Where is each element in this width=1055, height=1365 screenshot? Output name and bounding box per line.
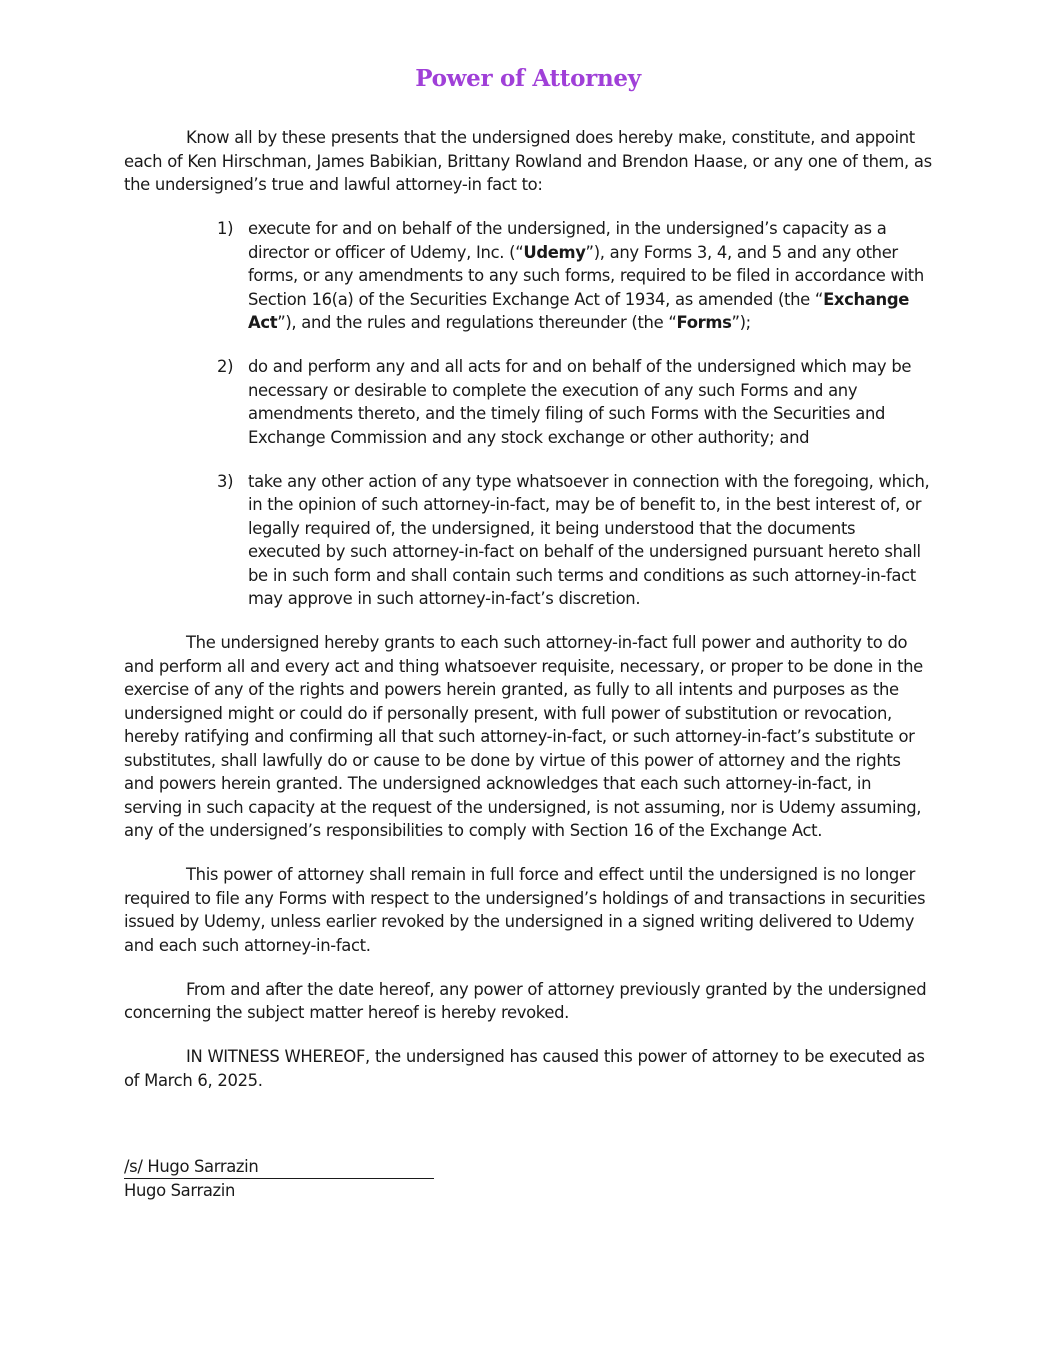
list-item-text: do and perform any and all acts for and on behalf of the undersigned which may be necessary or desirable to complete the execution of any such Forms and any amendments thereto, and the timely filing of such Forms with the Securities and Exchange Commission and any stock exchange or other authority; and <box>248 357 912 447</box>
list-item-text: ”); <box>731 313 751 332</box>
revocation-paragraph: From and after the date hereof, any power of attorney previously granted by the undersigned concerning the subject matter hereof is hereby revoked. <box>124 979 927 1022</box>
list-item-text: execute for and on behalf of the undersigned, in the undersigned’s capacity as a director or officer of Udemy, Inc. (“ <box>248 219 887 262</box>
list-item <box>124 217 932 335</box>
list-item-text: ”), any Forms 3, 4, and 5 and any other forms, or any amendments to any such forms, required to be filed in accordance with Section 16(a) of the Securities Exchange Act of 1934, as amended (the “ <box>248 242 924 309</box>
document-page <box>124 62 932 1113</box>
powers-list <box>124 217 932 611</box>
duration-paragraph: This power of attorney shall remain in full force and effect until the undersigned is no longer required to file any Forms with respect to the undersigned’s holdings of and transactions in securities issued by Udemy, unless earlier revoked by the undersigned in a signed writing delivered to Udemy and each such attorney-in-fact. <box>124 865 926 955</box>
signature-block <box>124 1155 434 1203</box>
list-item-text: take any other action of any type whatsoever in connection with the foregoing, which, in the opinion of such attorney-in-fact, may be of benefit to, in the best interest of, or legally required of, the undersigned, it being understood that the documents executed by such attorney-in-fact on behalf of the undersigned pursuant hereto shall be in such form and shall contain such terms and conditions as such attorney-in-fact may approve in such attorney-in-fact’s discretion. <box>248 471 930 608</box>
list-item-number: 3) <box>217 471 234 491</box>
list-item-number: 2) <box>217 357 234 376</box>
list-item <box>124 470 932 611</box>
defined-term-forms: Forms <box>676 313 732 332</box>
list-item <box>124 355 932 449</box>
list-item-text: ”), and the rules and regulations thereunder (the “ <box>277 313 677 332</box>
intro-paragraph: Know all by these presents that the undersigned does hereby make, constitute, and appoint each of Ken Hirschman, James Babikian, Brittany Rowland and Brendon Haase, or any one of them, as the undersigned’s true and lawful attorney-in fact to: <box>124 128 932 194</box>
list-item-number: 1) <box>217 219 234 238</box>
grant-paragraph: The undersigned hereby grants to each such attorney-in-fact full power and authority to do and perform all and every act and thing whatsoever requisite, necessary, or proper to be done in the exercise of any of the rights and powers herein granted, as fully to all intents and purposes as the undersigned might or could do if personally present, with full power of substitution or revocation, hereby ratifying and confirming all that such attorney-in-fact, or such attorney-in-fact’s substitute or substitutes, shall lawfully do or cause to be done by virtue of this power of attorney and the rights and powers herein granted. The undersigned acknowledges that each such attorney-in-fact, in serving in such capacity at the request of the undersigned, is not assuming, nor is Udemy assuming, any of the undersigned’s responsibilities to comply with Section 16 of the Exchange Act. <box>124 633 923 840</box>
witness-paragraph: IN WITNESS WHEREOF, the undersigned has caused this power of attorney to be executed as of March 6, 2025. <box>124 1047 925 1090</box>
signature-line: /s/ Hugo Sarrazin <box>124 1156 434 1179</box>
document-title: Power of Attorney <box>415 65 641 92</box>
defined-term-exchange-act: Exchange Act <box>248 289 909 332</box>
printed-name: Hugo Sarrazin <box>124 1181 236 1200</box>
defined-term-udemy: Udemy <box>523 242 586 262</box>
